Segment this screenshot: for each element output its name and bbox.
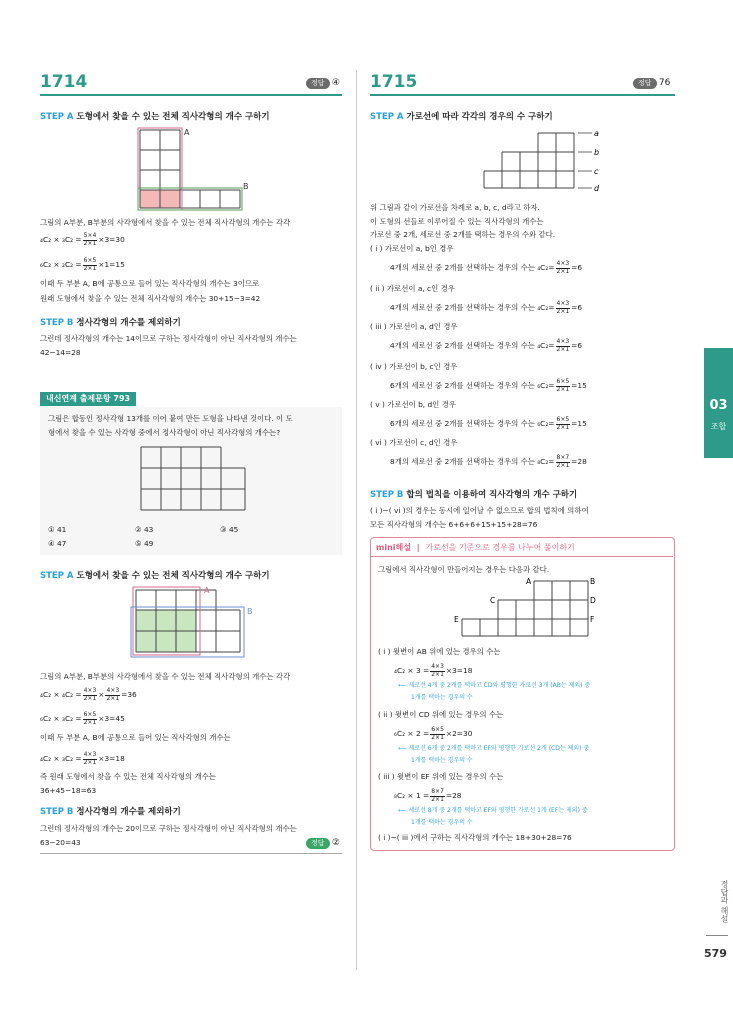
step-title: 정사각형의 개수를 제외하기 [76, 807, 181, 817]
fraction [556, 261, 571, 275]
equation [394, 664, 472, 678]
figure-793 [138, 444, 250, 514]
chapter-name: 조합 [710, 422, 727, 431]
step-a-heading [40, 110, 270, 122]
text-line: ( i ) 윗변이 AB 위에 있는 경우의 수는 [378, 647, 501, 656]
case-result: =28 [571, 457, 587, 466]
fraction [556, 417, 571, 431]
choice-2: ② 43 [135, 525, 154, 534]
figure-793-solution [127, 584, 262, 659]
frac-num: 4×3 [556, 338, 570, 345]
case-text: 6개의 세로선 중 2개를 선택하는 경우의 수는 ₆C₂= [390, 381, 555, 390]
point-label: F [590, 615, 595, 624]
frac-den: 2×1 [83, 718, 97, 726]
divider [706, 935, 728, 936]
step-tag: STEP B [370, 490, 404, 500]
frac-num: 5×4 [83, 232, 97, 239]
case-body [390, 417, 587, 431]
text-line: 원래 도형에서 찾을 수 있는 전체 직사각형의 개수는 30+15−3=42 [40, 294, 261, 303]
step-title: 도형에서 찾을 수 있는 전체 직사각형의 개수 구하기 [76, 571, 270, 581]
mini-tag: mini해설 [376, 543, 411, 552]
label-b: B [243, 182, 249, 191]
case-heading: ( i ) 가로선이 a, b인 경우 [370, 244, 454, 253]
fraction [83, 752, 98, 766]
answer-label [306, 838, 340, 849]
question-line: 그림은 합동인 정사각형 13개를 이어 붙여 만든 도형을 나타낸 것이다. 이 도 [48, 414, 293, 423]
text-line: 가로선 중 2개, 세로선 중 2개를 택하는 경우의 수와 같다. [370, 230, 556, 239]
case-body [390, 339, 582, 353]
step-tag: STEP B [40, 807, 74, 817]
note: ⟵ 세로선 4개 중 2개를 택하고 CD와 평행한 가로선 3개 (AB는 제외) 중 [398, 682, 591, 689]
eq-prefix: ₄C₂ × ₃C₂ = [40, 235, 82, 244]
case-heading: ( vi ) 가로선이 c, d인 경우 [370, 438, 458, 447]
frac-num: 6×5 [83, 257, 97, 264]
equation [394, 789, 462, 803]
answer-value: 76 [658, 78, 671, 88]
equation [394, 727, 472, 741]
frac-den: 2×1 [431, 670, 444, 678]
answer-value: ④ [331, 78, 340, 88]
fraction [83, 712, 98, 726]
case-result: =15 [571, 419, 587, 428]
frac-den: 2×1 [556, 267, 570, 275]
problem-number: 1714 [40, 72, 88, 92]
text-line: 그런데 정사각형의 개수는 14이므로 구하는 정사각형이 아닌 직사각형의 개수는 [40, 334, 297, 343]
frac-den: 2×1 [83, 239, 97, 247]
page-number: 579 [704, 947, 727, 960]
note: ⟵ 세로선 8개 중 2개를 택하고 EF와 평행한 가로선 1개 (EF는 제외) 중 [398, 807, 588, 814]
frac-num: 4×3 [83, 751, 97, 758]
case-text: 6개의 세로선 중 2개를 선택하는 경우의 수는 ₆C₂= [390, 419, 555, 428]
step-title: 정사각형의 개수를 제외하기 [76, 318, 181, 328]
note-text: 1개를 택하는 경우의 수 [411, 757, 473, 764]
figure-1715 [478, 126, 618, 196]
choice-3: ③ 45 [220, 525, 239, 534]
fraction [556, 301, 571, 315]
section-label: 정답과 해설 [720, 880, 729, 923]
line-label: a [594, 129, 599, 138]
fraction [430, 727, 445, 741]
step-tag: STEP A [40, 112, 74, 122]
case-text: 4개의 세로선 중 2개를 선택하는 경우의 수는 ₄C₂= [390, 263, 555, 272]
point-label: C [490, 596, 496, 605]
fraction [83, 258, 98, 272]
divider [370, 556, 673, 557]
frac-den: 2×1 [556, 345, 570, 353]
text-line: 이때 두 부분 A, B에 공통으로 들어 있는 직사각형의 개수는 3이므로 [40, 279, 260, 288]
case-result: =15 [571, 381, 587, 390]
fraction [430, 789, 445, 803]
case-text: 8개의 세로선 중 2개를 선택하는 경우의 수는 ₈C₂= [390, 457, 555, 466]
text-line: 이 도형의 선들로 이루어질 수 있는 직사각형의 개수는 [370, 217, 544, 226]
note-text: 1개를 택하는 경우의 수 [411, 819, 473, 826]
frac-den: 2×1 [431, 795, 444, 803]
label-a: A [184, 128, 190, 137]
frac-num: 4×3 [431, 663, 444, 670]
line-label: b [594, 148, 600, 157]
divider [370, 94, 675, 96]
text-line: 42−14=28 [40, 348, 81, 357]
frac-num: 8×7 [556, 454, 570, 461]
eq-suffix: ×3=30 [98, 235, 125, 244]
step-tag: STEP A [40, 571, 74, 581]
eq-prefix: ₄C₂ × ₃C₂ = [40, 754, 82, 763]
text-line: ( i )~( vi )의 경우는 동시에 일어날 수 없으므로 합의 법칙에 의하여 [370, 506, 589, 515]
frac-den: 2×1 [556, 385, 570, 393]
equation [40, 752, 125, 766]
eq-prefix: ₆C₂ × ₂C₂ = [40, 260, 82, 269]
frac-den: 2×1 [556, 307, 570, 315]
answer-badge: 정답 [633, 78, 657, 89]
chapter-number: 03 [709, 398, 728, 413]
frac-num: 4×3 [83, 687, 97, 694]
frac-num: 4×3 [556, 260, 570, 267]
note-text: 세로선 8개 중 2개를 택하고 EF와 평행한 가로선 1개 (EF는 제외) 중 [408, 807, 588, 814]
case-text: 4개의 세로선 중 2개를 선택하는 경우의 수는 ₄C₂= [390, 341, 555, 350]
line-label: c [594, 167, 599, 176]
frac-num: 4×3 [556, 300, 570, 307]
case-body [390, 379, 587, 393]
eq-prefix: ₆C₂ × 2 = [394, 729, 430, 738]
column-divider [356, 70, 357, 970]
text-line: 즉 원래 도형에서 찾을 수 있는 전체 직사각형의 개수는 [40, 772, 216, 781]
case-body [390, 455, 587, 469]
frac-num: 6×5 [556, 416, 570, 423]
question-line: 형에서 찾을 수 있는 사각형 중에서 정사각형이 아닌 직사각형의 개수는? [48, 428, 281, 437]
figure-1714 [135, 126, 260, 211]
text-line: 모든 직사각형의 개수는 6+6+6+15+15+28=76 [370, 520, 538, 529]
eq-suffix: ×2=30 [445, 729, 473, 738]
mini-sep: | [416, 543, 420, 552]
answer-badge: 정답 [306, 78, 330, 89]
eq-suffix: =36 [121, 690, 137, 699]
case-heading: ( v ) 가로선이 b, d인 경우 [370, 400, 456, 409]
note-text: 1개를 택하는 경우의 수 [411, 694, 473, 701]
step-b-heading [40, 316, 181, 328]
divider [40, 94, 342, 96]
eq-prefix: ₄C₂ × 3 = [394, 666, 430, 675]
text-line: 그림에서 직사각형이 만들어지는 경우는 다음과 같다. [378, 565, 550, 574]
frac-den: 2×1 [83, 264, 97, 272]
text-line: 63−20=43 [40, 838, 81, 847]
divider [40, 853, 342, 854]
text-line: ( iii ) 윗변이 EF 위에 있는 경우의 수는 [378, 772, 504, 781]
step-title: 도형에서 찾을 수 있는 전체 직사각형의 개수 구하기 [76, 112, 270, 122]
eq-suffix: ×3=45 [98, 714, 125, 723]
case-heading: ( iii ) 가로선이 a, d인 경우 [370, 322, 458, 331]
mini-heading [376, 542, 575, 553]
frac-den: 2×1 [556, 461, 570, 469]
connect-problem-title: 내신연계 출제문항 793 [40, 392, 136, 406]
note-text: 세로선 4개 중 2개를 택하고 CD와 평행한 가로선 3개 (AB는 제외) 중 [408, 682, 591, 689]
frac-num: 8×7 [431, 788, 444, 795]
label-a: A [204, 586, 210, 595]
fraction [105, 688, 120, 702]
answer-badge: 정답 [306, 838, 330, 849]
equation [40, 258, 125, 272]
case-body [390, 261, 582, 275]
eq-suffix: ×3=18 [445, 666, 473, 675]
frac-den: 2×1 [431, 733, 444, 741]
text-line: 위 그림과 같이 가로선을 차례로 a, b, c, d라고 하자. [370, 203, 540, 212]
case-body [390, 301, 582, 315]
eq-suffix: ×1=15 [98, 260, 125, 269]
point-label: B [590, 577, 596, 586]
fraction [556, 455, 571, 469]
mini-figure [450, 574, 610, 642]
step-title: 합의 법칙을 이용하여 직사각형의 개수 구하기 [406, 490, 578, 500]
answer-label [306, 78, 340, 89]
frac-num: 6×5 [556, 378, 570, 385]
text-line: ( ii ) 윗변이 CD 위에 있는 경우의 수는 [378, 710, 504, 719]
chapter-tab[interactable] [704, 348, 733, 458]
case-result: =6 [571, 341, 583, 350]
text-line: 36+45−18=63 [40, 786, 97, 795]
text-line: 그림의 A부분, B부분의 사각형에서 찾을 수 있는 전체 직사각형의 개수는 각각 [40, 218, 291, 227]
answer-label [633, 78, 670, 89]
text-line: 그림의 A부분, B부분의 사각형에서 찾을 수 있는 전체 직사각형의 개수는 각각 [40, 672, 291, 681]
fraction [556, 379, 571, 393]
step-tag: STEP B [40, 318, 74, 328]
point-label: A [526, 577, 532, 586]
times: × [98, 690, 105, 699]
fraction [83, 233, 98, 247]
label-b: B [247, 607, 253, 616]
frac-den: 2×1 [83, 694, 97, 702]
note-text: 세로선 6개 중 2개를 택하고 EF와 평행한 가로선 2개 (CD는 제외) 중 [408, 745, 590, 752]
note: ⟵ 세로선 6개 중 2개를 택하고 EF와 평행한 가로선 2개 (CD는 제외) 중 [398, 745, 590, 752]
problem-number: 1715 [370, 72, 418, 92]
frac-den: 2×1 [106, 694, 120, 702]
frac-num: 6×5 [431, 726, 444, 733]
equation [40, 233, 125, 247]
line-label: d [594, 184, 600, 193]
step-a-heading [370, 110, 553, 122]
case-result: =6 [571, 303, 583, 312]
choice-4: ④ 47 [48, 539, 67, 548]
eq-suffix: ×3=18 [98, 754, 125, 763]
answer-value: ② [331, 838, 340, 848]
equation [40, 688, 137, 702]
eq-suffix: =28 [445, 791, 462, 800]
equation [40, 712, 125, 726]
frac-den: 2×1 [556, 423, 570, 431]
step-b-heading [370, 488, 577, 500]
step-b-heading [40, 805, 181, 817]
fraction [430, 664, 445, 678]
point-label: D [590, 596, 596, 605]
point-label: E [454, 615, 459, 624]
case-heading: ( ii ) 가로선이 a, c인 경우 [370, 284, 455, 293]
text-line: 그런데 정사각형의 개수는 20이므로 구하는 정사각형이 아닌 직사각형의 개수는 [40, 824, 297, 833]
text-line: ( i )~( iii )에서 구하는 직사각형의 개수는 18+30+28=76 [378, 833, 572, 842]
step-a-heading [40, 569, 270, 581]
step-tag: STEP A [370, 112, 404, 122]
frac-num: 4×3 [106, 687, 120, 694]
case-text: 4개의 세로선 중 2개를 선택하는 경우의 수는 ₄C₂= [390, 303, 555, 312]
frac-num: 6×5 [83, 711, 97, 718]
step-title: 가로선에 따라 각각의 경우의 수 구하기 [406, 112, 553, 122]
eq-prefix: ₈C₂ × 1 = [394, 791, 430, 800]
frac-den: 2×1 [83, 758, 97, 766]
eq-prefix: ₄C₂ × ₄C₂ = [40, 690, 82, 699]
choice-1: ① 41 [48, 525, 67, 534]
case-result: =6 [571, 263, 583, 272]
fraction [83, 688, 98, 702]
eq-prefix: ₆C₂ × ₃C₂ = [40, 714, 82, 723]
choice-5: ⑤ 49 [135, 539, 154, 548]
fraction [556, 339, 571, 353]
mini-title: 가로선을 기준으로 경우를 나누어 풀이하기 [425, 543, 575, 552]
case-heading: ( iv ) 가로선이 b, c인 경우 [370, 362, 458, 371]
text-line: 이때 두 부분 A, B에 공통으로 들어 있는 직사각형의 개수는 [40, 733, 231, 742]
